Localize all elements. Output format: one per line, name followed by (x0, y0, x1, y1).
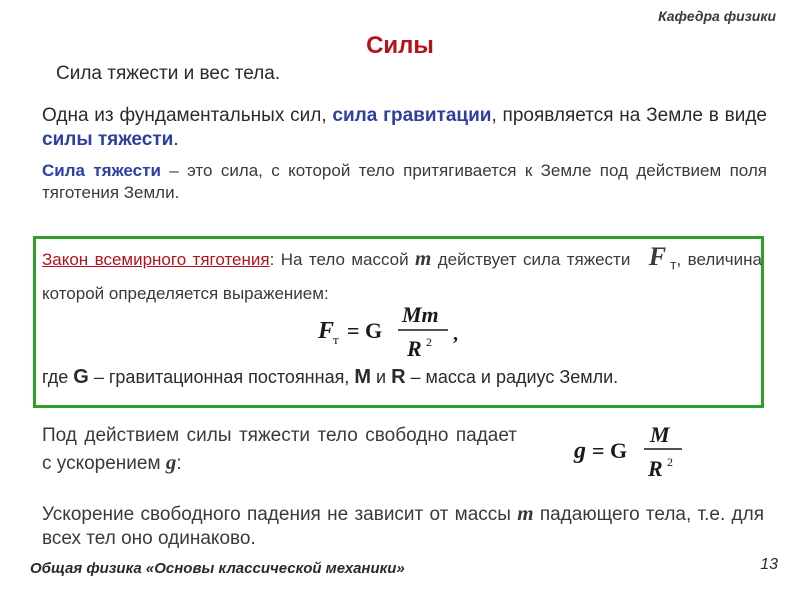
formula-F-subscript: т (333, 332, 339, 347)
law-title: Закон всемирного тяготения (42, 250, 270, 269)
formula-exponent: 2 (426, 335, 432, 349)
formula-g: g (574, 438, 586, 464)
formula-equals-G: = G (347, 318, 383, 343)
term-gravity-force: силы тяжести (42, 129, 174, 150)
paragraph-acceleration-independence (42, 501, 764, 551)
symbol-M: M (354, 366, 371, 388)
text-span: – гравитационная постоянная, (88, 367, 355, 387)
symbol-F: F (648, 242, 667, 271)
text-span: , проявляется на Земле в виде (491, 105, 767, 126)
formula-denominator: R (648, 456, 663, 481)
formula-denominator: R (407, 336, 422, 360)
department-label: Кафедра физики (658, 8, 776, 24)
formula-numerator: M (650, 422, 670, 447)
text-span: Под действием силы тяжести тело свободно падает с ускорением (42, 425, 517, 474)
text-span: падающего тела, т.е. для всех тел оно одинаково. (42, 504, 764, 549)
text-span: : (176, 453, 182, 474)
symbol-F-subscript: т (670, 256, 677, 273)
text-span: . (173, 129, 179, 150)
symbol-R: R (391, 366, 406, 388)
formula-exponent: 2 (667, 455, 673, 469)
text-span: – это сила, с которой тело притягивается к Земле под действием поля тяготения Земли. (42, 161, 767, 202)
term-gravitation: сила гравитации (332, 105, 492, 126)
page-number: 13 (760, 556, 778, 573)
paragraph-free-fall (42, 423, 517, 477)
free-fall-formula (560, 412, 700, 484)
symbol-G: G (73, 366, 89, 388)
text-span: , величина которой определяется выражением: (42, 250, 762, 304)
text-span: Ускорение свободного падения не зависит от массы (42, 504, 518, 525)
formula-equals-G: = G (592, 438, 628, 463)
text-span: и (371, 367, 392, 387)
text-span: где (42, 367, 74, 387)
text-span: Одна из фундаментальных сил, (42, 105, 333, 126)
formula-comma: , (453, 323, 458, 345)
paragraph-gravity-definition (42, 160, 767, 204)
slide-subtitle: Сила тяжести и вес тела. (56, 63, 281, 84)
symbol-g: g (165, 450, 177, 474)
text-span: : На тело массой (269, 250, 416, 269)
term-gravity: Сила тяжести (42, 161, 161, 180)
course-footer: Общая физика «Основы классической механики» (30, 560, 405, 577)
text-span: – масса и радиус Земли. (405, 367, 619, 387)
formula-F: F (318, 318, 335, 344)
symbol-m: m (517, 501, 534, 525)
text-span: действует сила тяжести (431, 250, 637, 269)
slide-title: Силы (366, 32, 434, 59)
formula-numerator: Mm (402, 302, 439, 327)
paragraph-fundamental-forces (42, 104, 767, 152)
symbol-m: m (415, 246, 432, 270)
gravity-law-formula (0, 300, 800, 360)
law-explanation (42, 366, 762, 389)
